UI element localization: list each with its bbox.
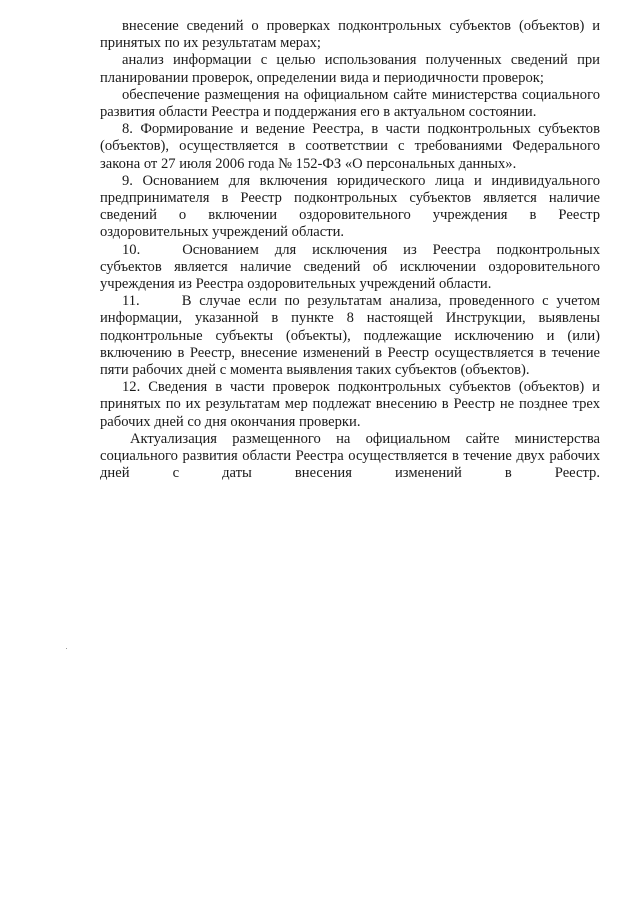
item-number: 8. — [122, 121, 133, 138]
paragraph-registry-entry — [100, 18, 600, 52]
paragraph-actualization — [100, 431, 600, 483]
paragraph-text: обеспечение размещения на официальном сайте министерства социального развития области Реестра и поддержания его в актуальном состоянии. — [100, 86, 600, 121]
item-number: 12. — [122, 379, 141, 396]
paragraph-publication — [100, 87, 600, 121]
document-body — [100, 18, 600, 482]
item-number: 10. — [122, 241, 141, 258]
paragraph-text: Формирование и ведение Реестра, в части подконтрольных субъектов (объектов), осуществляется в соответствии с требованиями Федерального закона от 27 июля 2006 года № 152-ФЗ «О персональных данных». — [100, 121, 600, 172]
scan-speck — [66, 648, 67, 649]
paragraph-item-12 — [100, 379, 600, 431]
paragraph-text: В случае если по результатам анализа, проведенного с учетом информации, указанной в пункте 8 настоящей Инструкции, выявлены подконтрольные субъекты (объекты), подлежащие исключению и (или) включению в Реестр, внесение изменений в Реестр осуществляется в течение пяти рабочих дней с момента выявления таких субъектов (объектов). — [100, 293, 600, 379]
paragraph-text: Сведения в части проверок подконтрольных субъектов (объектов) и принятых по их результатам мер подлежат внесению в Реестр не позднее трех рабочих дней со дня окончания проверки. — [100, 379, 600, 430]
paragraph-item-10 — [100, 242, 600, 294]
paragraph-text: анализ информации с целью использования полученных сведений при планировании проверок, определении вида и периодичности проверок; — [100, 52, 600, 86]
paragraph-analysis — [100, 52, 600, 86]
paragraph-item-9 — [100, 173, 600, 242]
paragraph-text: Основанием для исключения из Реестра подконтрольных субъектов является наличие сведений об исключении оздоровительного учреждения из Реестра оздоровительных учреждений области. — [100, 241, 600, 293]
paragraph-text: внесение сведений о проверках подконтрольных субъектов (объектов) и принятых по их результатам мерах; — [100, 18, 600, 52]
item-number: 9. — [122, 172, 133, 189]
paragraph-item-11 — [100, 293, 600, 379]
paragraph-text: Актуализация размещенного на официальном сайте министерства социального развития области Реестра осуществляется в течение двух рабочих дней с даты внесения изменений в Реестр. — [100, 430, 600, 482]
paragraph-text: Основанием для включения юридического лица и индивидуального предпринимателя в Реестр подконтрольных субъектов является наличие сведений о включении оздоровительного учреждения в Реестр оздоровительных учреждений области. — [100, 172, 600, 241]
item-number: 11. — [122, 293, 140, 310]
paragraph-item-8 — [100, 121, 600, 173]
